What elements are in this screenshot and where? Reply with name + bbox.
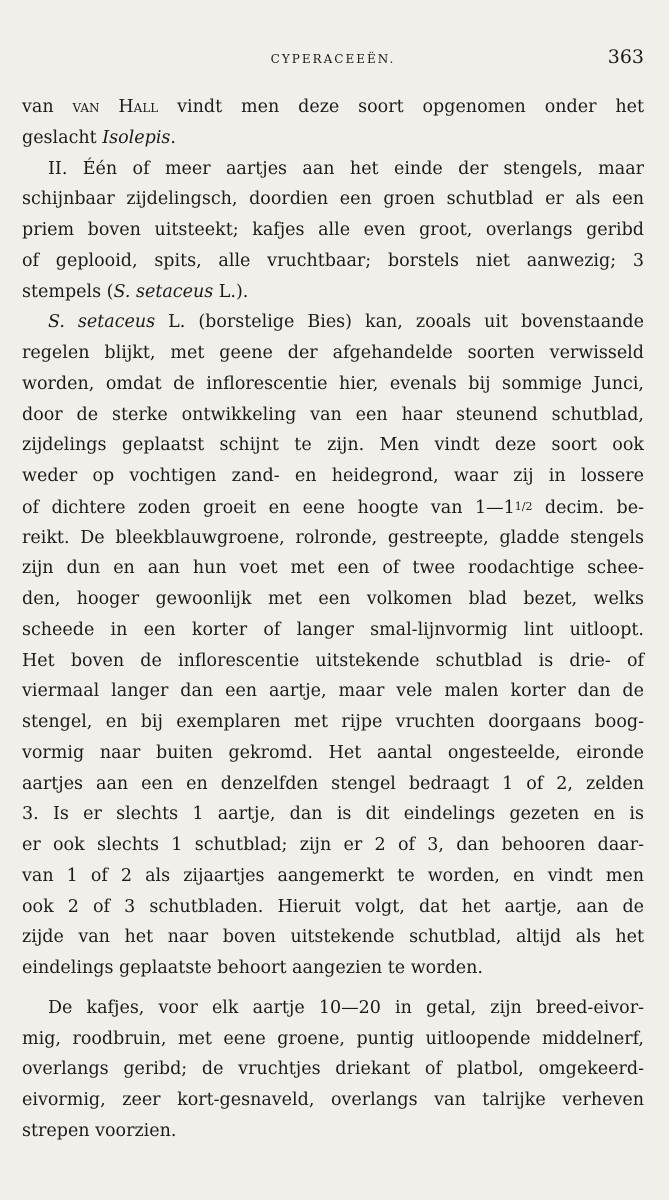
text-segment: viermaal langer dan een aartje, maar vele malen korter dan de [22, 681, 644, 702]
text-line [22, 1024, 644, 1055]
text-segment: door de sterke ontwikkeling van een haar steunend schutblad, [22, 404, 644, 425]
text-line [22, 338, 644, 369]
text-segment: decim. be- [532, 497, 644, 518]
text-segment: van 1 of 2 als zijaartjes aangemerkt te worden, en vindt men [22, 865, 644, 886]
text-line [22, 430, 644, 461]
text-segment: Het boven de inflorescentie uitstekende schutblad is drie- of [22, 650, 644, 671]
text-line [22, 492, 644, 523]
text-segment: stempels ( [22, 281, 114, 302]
text-line [22, 1116, 644, 1147]
text-segment: schijnbaar zijdelingsch, doordien een groen schutblad er als een [22, 189, 644, 210]
italic-text: Isolepis [102, 127, 171, 148]
fraction: 1/2 [514, 499, 533, 513]
text-line [22, 307, 644, 338]
text-line [22, 400, 644, 431]
text-segment: overlangs geribd; de vruchtjes driekant of platbol, omgekeerd- [22, 1059, 644, 1080]
text-line [22, 892, 644, 923]
text-segment: ook 2 of 3 schutbladen. Hieruit volgt, dat het aartje, aan de [22, 896, 644, 917]
text-segment: L. (borstelige Bies) kan, zooals uit bovenstaande [155, 312, 644, 333]
text-segment: zijn dun en aan hun voet met een of twee roodachtige schee- [22, 558, 644, 579]
text-segment: stengel, en bij exemplaren met rijpe vruchten doorgaans boog- [22, 712, 644, 732]
text-line [22, 553, 644, 584]
body-text [22, 92, 644, 1147]
text-line [22, 799, 644, 830]
text-segment: 3. Is er slechts 1 aartje, dan is dit eindelings gezeten en is [22, 804, 644, 825]
text-segment: eivormig, zeer kort-gesnaveld, overlangs van talrijke verheven [22, 1090, 644, 1110]
text-segment: er ook slechts 1 schutblad; zijn er 2 of 3, dan behooren daar- [22, 835, 644, 855]
text-segment: vindt men deze soort opgenomen onder het [158, 97, 645, 117]
text-line [22, 184, 644, 215]
text-line [22, 676, 644, 707]
text-line [22, 584, 644, 615]
text-segment: weder op vochtigen zand- en heidegrond, waar zij in lossere [22, 466, 644, 486]
text-line [22, 523, 644, 554]
text-segment: scheede in een korter of langer smal-lijnvormig lint uitloopt. [22, 619, 644, 640]
italic-text: S. setaceus [48, 312, 156, 333]
text-segment: zijdelings geplaatst schijnt te zijn. Men vindt deze soort ook [22, 435, 644, 456]
text-line [22, 215, 644, 246]
text-segment: of dichtere zoden groeit en eene hoogte van 1—1 [22, 497, 515, 518]
text-line [22, 92, 644, 123]
text-segment: II. Één of meer aartjes aan het einde der stengels, maar [48, 158, 644, 179]
text-segment: worden, omdat de inflorescentie hier, evenals bij sommige Junci, [22, 373, 644, 394]
text-line [22, 861, 644, 892]
text-line [22, 953, 644, 984]
text-line [22, 922, 644, 953]
text-segment: eindelings geplaatste behoort aangezien te worden. [22, 958, 483, 978]
italic-text: S. setaceus [113, 281, 214, 302]
text-line [22, 154, 644, 185]
text-line [22, 738, 644, 769]
text-line [22, 246, 644, 277]
text-segment: reikt. De bleekblauwgroene, rolronde, gestreepte, gladde stengels [22, 527, 644, 548]
text-line [22, 1085, 644, 1116]
text-line [22, 769, 644, 800]
page-number: 363 [607, 46, 644, 68]
text-segment: mig, roodbruin, met eene groene, puntig uitloopende middelnerf, [22, 1028, 644, 1049]
text-segment: regelen blijkt, met geene der afgehandelde soorten verwisseld [22, 343, 644, 363]
text-line [22, 277, 644, 308]
paragraph-gap [22, 984, 644, 993]
text-segment: strepen voorzien. [22, 1120, 177, 1141]
text-line [22, 123, 644, 154]
text-segment: den, hooger gewoonlijk met een volkomen blad bezet, welks [22, 589, 644, 609]
text-segment: . [170, 127, 176, 148]
text-line [22, 1054, 644, 1085]
small-caps-text: van Hall [72, 97, 159, 117]
text-line [22, 646, 644, 677]
text-segment: De kafjes, voor elk aartje 10—20 in getal, zijn breed-eivor- [48, 997, 644, 1018]
text-segment: of geplooid, spits, alle vruchtbaar; borstels niet aanwezig; 3 [22, 250, 644, 271]
text-segment: L.). [213, 281, 249, 302]
text-segment: aartjes aan een en denzelfden stengel bedraagt 1 of 2, zelden [22, 773, 644, 794]
text-segment: geslacht [22, 127, 103, 148]
page-header [22, 46, 644, 74]
text-line [22, 615, 644, 646]
text-line [22, 830, 644, 861]
text-line [22, 993, 644, 1024]
running-head: CYPERACEEËN. [270, 52, 396, 66]
text-segment: vormig naar buiten gekromd. Het aantal ongesteelde, eironde [22, 742, 644, 763]
text-line [22, 461, 644, 492]
text-segment: van [22, 97, 73, 117]
text-segment: zijde van het naar boven uitstekende schutblad, altijd als het [22, 927, 644, 948]
text-line [22, 369, 644, 400]
text-segment: priem boven uitsteekt; kafjes alle even groot, overlangs geribd [22, 220, 644, 240]
text-line [22, 707, 644, 738]
